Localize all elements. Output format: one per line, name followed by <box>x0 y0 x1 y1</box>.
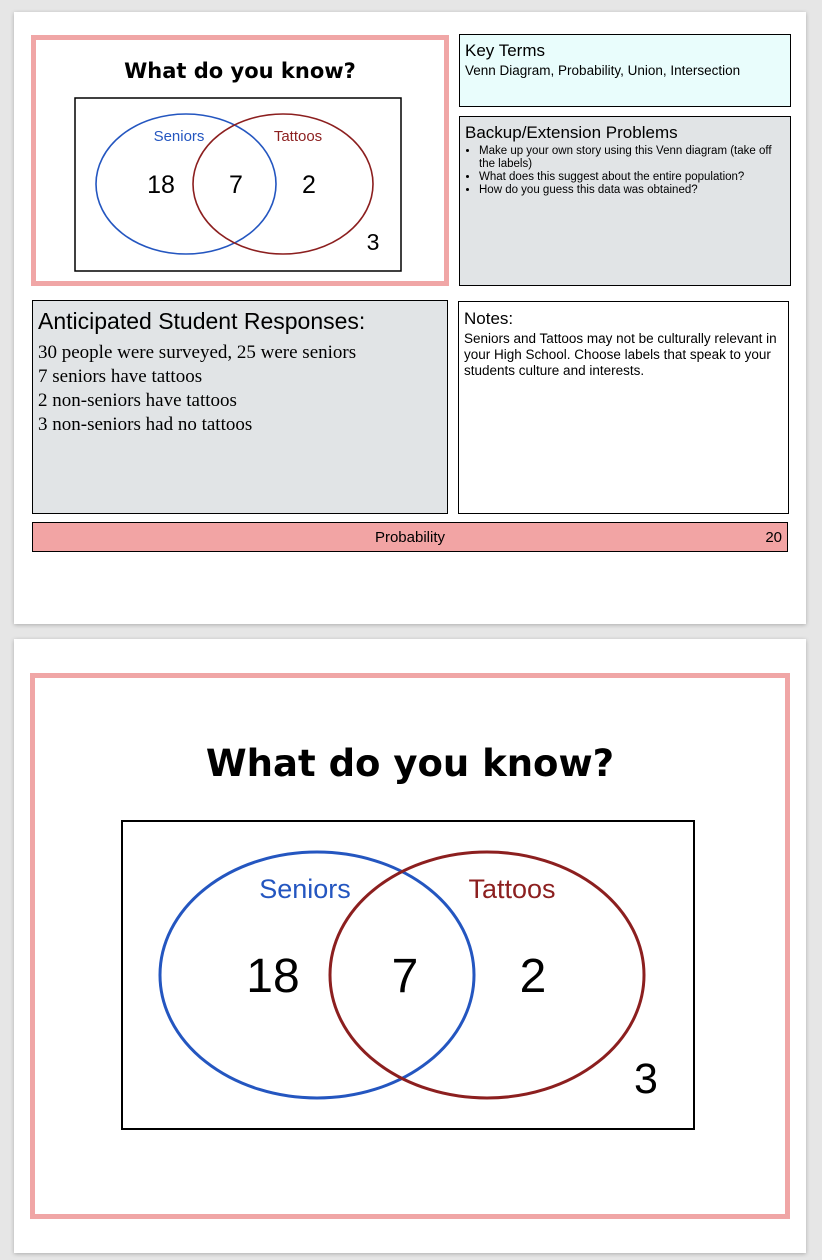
response-line: 2 non-seniors have tattoos <box>38 390 237 411</box>
response-line: 30 people were surveyed, 25 were seniors <box>38 342 357 363</box>
venn-diagram-large <box>35 678 785 1214</box>
notes-text: Seniors and Tattoos may not be culturally relevant in your High School. Choose labels that speak to your students culture and interests. <box>464 331 777 378</box>
venn-seniors-only-count: 18 <box>147 171 175 199</box>
venn-tattoos-only-count: 2 <box>302 171 316 199</box>
key-terms-heading: Key Terms <box>465 41 545 60</box>
anticipated-responses-panel <box>32 300 448 514</box>
response-line: 3 non-seniors had no tattoos <box>38 414 253 435</box>
backup-item: • Make up your own story using this Venn diagram (take off the labels) <box>479 145 785 171</box>
venn-tattoos-only-count: 2 <box>519 950 547 1003</box>
backup-heading: Backup/Extension Problems <box>465 123 678 142</box>
slide-thumbnail-title: What do you know? <box>124 59 356 83</box>
response-line: 7 seniors have tattoos <box>38 366 203 387</box>
notes-page <box>14 12 806 624</box>
backup-list <box>465 145 785 197</box>
page-number: 20 <box>765 529 782 546</box>
venn-diagram-thumbnail <box>36 40 444 281</box>
slide-page <box>14 639 806 1253</box>
venn-seniors-only-count: 18 <box>246 950 300 1003</box>
venn-seniors-label: Seniors <box>153 128 205 145</box>
footer-label: Probability <box>374 529 446 546</box>
slide-title: What do you know? <box>205 742 615 785</box>
backup-extension-panel <box>459 116 791 286</box>
key-terms-text: Venn Diagram, Probability, Union, Intersection <box>465 63 741 78</box>
slide-large[interactable] <box>30 673 790 1219</box>
venn-tattoos-label: Tattoos <box>468 874 556 904</box>
backup-item: • What does this suggest about the entire population? <box>479 171 785 184</box>
venn-intersection-count: 7 <box>229 171 243 199</box>
backup-item: • How do you guess this data was obtained? <box>479 184 785 197</box>
notes-panel <box>458 301 789 514</box>
venn-outside-count: 3 <box>366 229 380 255</box>
venn-seniors-label: Seniors <box>259 874 351 904</box>
venn-intersection-count: 7 <box>391 950 419 1003</box>
footer-bar <box>32 522 788 552</box>
slide-thumbnail[interactable] <box>31 35 449 286</box>
venn-tattoos-label: Tattoos <box>273 128 323 145</box>
responses-heading: Anticipated Student Responses: <box>38 308 366 334</box>
key-terms-panel <box>459 34 791 107</box>
notes-heading: Notes: <box>464 309 514 328</box>
venn-outside-count: 3 <box>634 1055 658 1103</box>
